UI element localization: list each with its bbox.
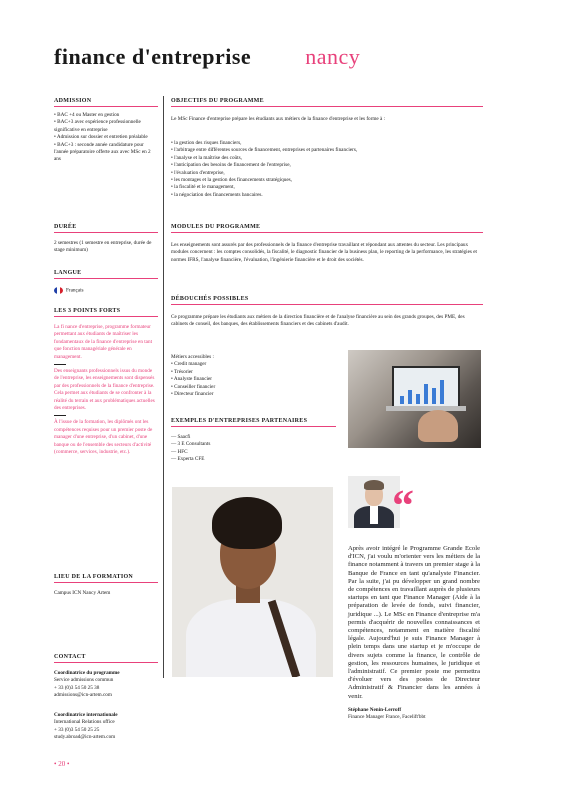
list-item: • Analyste financier xyxy=(171,376,212,383)
exemples-list xyxy=(171,434,336,464)
admission-list xyxy=(54,112,158,164)
duree-heading: DURÉE xyxy=(54,224,77,230)
debouches-heading: DÉBOUCHÉS POSSIBLES xyxy=(171,296,249,302)
contact-rule xyxy=(54,662,158,663)
column-divider xyxy=(163,96,164,678)
list-item: • Trésorier xyxy=(171,368,193,375)
laptop-screen xyxy=(392,366,460,410)
author-name: Stéphane Nenin-Lerroff xyxy=(348,707,402,713)
list-item: • Credit manager xyxy=(171,361,207,368)
list-item: À l'issue de la formation, les diplômés ont les compétences requises pour un premier poste de manager d'une entreprise, d'un cabinet, d'une banque ou de l'ensemble des secteurs d'activité (commerce, services, industrie, etc.). xyxy=(54,419,153,456)
points-forts-list xyxy=(54,324,158,457)
objectifs-heading: OBJECTIFS DU PROGRAMME xyxy=(171,98,264,104)
lieu-value: Campus ICN Nancy Artem xyxy=(54,590,111,596)
list-item: • Conseiller financier xyxy=(171,383,216,390)
langue-row: Français xyxy=(54,287,84,295)
title-main: finance d'entreprise xyxy=(54,44,252,69)
contact-email[interactable]: admissions@icn-artem.com xyxy=(54,692,112,699)
contact-email[interactable]: study.abroad@icn-artem.com xyxy=(54,734,116,741)
admission-rule xyxy=(54,106,158,107)
langue-heading: LANGUE xyxy=(54,270,82,276)
list-item: • BAC+3 avec expérience professionnelle significative en entreprise xyxy=(54,119,141,133)
objectifs-intro: Le MSc Finance d'entreprise prépare les étudiants aux métiers de la finance d'entreprise et les forme à : xyxy=(171,116,386,122)
quote-mark-icon: “ xyxy=(392,481,414,530)
contact-name: International Relations office xyxy=(54,719,115,726)
lieu-heading: LIEU DE LA FORMATION xyxy=(54,574,134,580)
lieu-rule xyxy=(54,582,158,583)
debouches-metiers xyxy=(171,354,341,398)
list-item: • l'analyse et la maîtrise des coûts, xyxy=(171,154,242,161)
contact-name: Service admissions commun xyxy=(54,677,114,684)
list-item: — Saacfi xyxy=(171,434,191,440)
objectifs-rule xyxy=(171,106,483,107)
debouches-rule xyxy=(171,304,483,305)
separator xyxy=(54,415,66,416)
contact-phone: + 33 (0)3 54 50 25 38 xyxy=(54,684,100,691)
page-title xyxy=(54,44,360,70)
contact-block-1 xyxy=(54,670,158,700)
list-item: • la négociation des financements bancaires. xyxy=(171,191,263,198)
duree-text: 2 semestres (1 semestre en entreprise, durée de stage minimum) xyxy=(54,240,152,254)
separator xyxy=(54,364,66,365)
langue-rule xyxy=(54,278,158,279)
exemples-rule xyxy=(171,426,336,427)
list-item: — HFC xyxy=(171,448,188,455)
points-forts-rule xyxy=(54,316,158,317)
list-item: • l'anticipation des besoins de financement de l'entreprise, xyxy=(171,162,291,169)
list-item: • BAC +4 ou Master en gestion xyxy=(54,112,120,118)
modules-text: Les enseignements sont assurés par des professionnels de la finance d'entreprise travaillant et répondant aux attentes du secteur. Les principaux modules concernent : les comptes consolidés, la fiscalité, le diagnostic financier de la business plan, le reporting de la performance, les stratégies et normes IFRS, l'analyse financière, l'évaluation, l'ingénierie financière et le droit des sociétés. xyxy=(171,242,477,263)
exemples-heading: EXEMPLES D'ENTREPRISES PARTENAIRES xyxy=(171,418,308,424)
contact-title: Coordinatrice du programme xyxy=(54,670,120,676)
french-flag-icon xyxy=(54,287,63,294)
list-item: • la fiscalité et le management, xyxy=(171,184,235,191)
objectifs-list xyxy=(171,140,481,199)
testimonial-signature xyxy=(348,707,426,721)
page-number: • 20 • xyxy=(54,760,70,768)
title-city: nancy xyxy=(305,44,361,69)
list-item: La fi nance d'entreprise, programme formateur permettant aux étudiants de maîtriser les fondamentaux de la finance d'entreprise en tant que fonction managériale générale en management. xyxy=(54,324,153,360)
modules-rule xyxy=(171,232,483,233)
debouches-text: Ce programme prépare les étudiants aux métiers de la direction financière et de l'analyse financière au sein des grands groupes, des PME, des cabinets de conseil, des banques, des établissements financiers et des cabinets d'audit. xyxy=(171,314,465,328)
list-item: • Directeur financier xyxy=(171,391,214,398)
student-photo xyxy=(172,487,333,677)
list-item: • Admission sur dossier et entretien préalable xyxy=(54,134,148,141)
contact-heading: CONTACT xyxy=(54,654,86,660)
list-item: • l'évaluation d'entreprise, xyxy=(171,169,225,176)
list-item: — 3 E Consultants xyxy=(171,441,211,448)
admission-heading: ADMISSION xyxy=(54,98,92,104)
contact-phone: + 33 (0)3 54 50 25 25 xyxy=(54,726,100,733)
metiers-label: Métiers accessibles : xyxy=(171,354,214,360)
contact-title: Coordinatrice internationale xyxy=(54,712,118,718)
contact-block-2 xyxy=(54,712,158,742)
list-item: — Experta CFE xyxy=(171,456,205,463)
list-item: • les montages et la gestion des financements stratégiques, xyxy=(171,177,292,184)
duree-rule xyxy=(54,232,158,233)
list-item: Des enseignants professionnels issus du monde de l'entreprise, les enseignements sont dispensés par des professionnels de la finance d'entreprise. Cela permet aux étudiants de se confronter à la réalité du terrain et aux problématiques actuelles des entreprises. xyxy=(54,368,155,412)
laptop-photo xyxy=(348,350,481,448)
modules-heading: MODULES DU PROGRAMME xyxy=(171,224,261,230)
list-item: • la gestion des risques financiers, xyxy=(171,140,242,146)
points-forts-heading: LES 3 POINTS FORTS xyxy=(54,308,121,314)
list-item: • l'arbitrage entre différentes sources de financement, entreprises et partenaires financiers, xyxy=(171,147,358,154)
author-role: Finance Manager France, Facelift'bbt xyxy=(348,714,426,721)
testimonial-text: Après avoir intégré le Programme Grande Ecole d'ICN, j'ai voulu m'orienter vers les métiers de la finance notamment à travers un premier stage à la Banque de France en tant qu'analyste Financier. Par la suite, j'ai pu développer un grand nombre de compétences en travaillant auprès de plusieurs startups en tant que Finance Manager (Aide à la préparation de levée de fonds, suivi financier, juridique ...). Le MSc en Finance d'entreprise m'a permis d'acquérir de nouvelles connaissances et compétences, notamment en matière fiscalité légale. Aujourd'hui je suis Finance Manager à plein temps dans une startup et je m'occupe de divers sujets comme la finance, le contrôle de gestion, les ressources humaines, le juridique et l'administratif. Ce premier poste me permettra d'évoluer vers des postes de Directeur Administratif & Financier dans les années à venir. xyxy=(348,545,480,700)
list-item: • BAC+3 : seconde année candidature pour l'année préparatoire offerte aux avec MSc en 2 ans xyxy=(54,141,151,163)
